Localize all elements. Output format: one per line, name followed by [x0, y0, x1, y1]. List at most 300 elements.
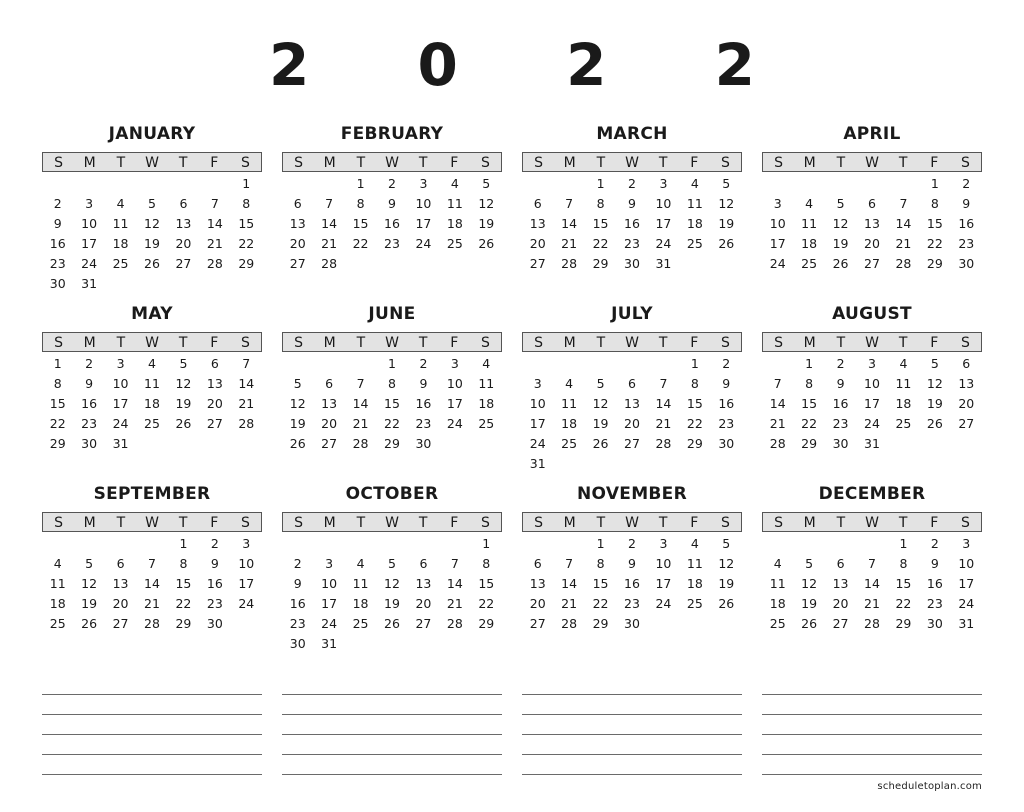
- day-cell: 24: [769, 256, 786, 271]
- day-cell: 16: [289, 596, 306, 611]
- day-cell: 19: [81, 596, 98, 611]
- day-cell: 12: [592, 396, 609, 411]
- month-may: [42, 302, 262, 454]
- day-cell: 10: [321, 576, 338, 591]
- weekday-label: S: [240, 335, 250, 351]
- day-cell: 30: [958, 256, 975, 271]
- day-blank: [825, 174, 856, 194]
- weekday-header: [42, 152, 262, 172]
- day-cell: 13: [624, 396, 640, 411]
- day-cell: 11: [769, 576, 786, 591]
- weekday-label: T: [418, 335, 428, 351]
- day-cell: 20: [289, 236, 306, 251]
- weekday-label: T: [356, 335, 366, 351]
- day-cell: 11: [686, 556, 703, 571]
- weekday-label: S: [534, 155, 544, 171]
- day-cell: 10: [958, 556, 975, 571]
- day-cell: 26: [175, 416, 192, 431]
- day-cell: 5: [179, 356, 188, 371]
- day-grid: [522, 174, 742, 274]
- day-cell: 9: [419, 376, 428, 391]
- day-cell: 16: [384, 216, 400, 231]
- day-cell: 1: [388, 356, 396, 371]
- day-cell: 13: [415, 576, 432, 591]
- day-cell: 21: [144, 596, 160, 611]
- weekday-label: W: [385, 515, 399, 531]
- weekday-label: S: [480, 515, 490, 531]
- weekday-header: [522, 512, 742, 532]
- day-cell: 12: [478, 196, 495, 211]
- day-cell: 3: [419, 176, 428, 191]
- day-cell: 13: [206, 376, 223, 391]
- day-cell: 3: [85, 196, 94, 211]
- day-cell: 20: [529, 596, 546, 611]
- day-cell: 17: [529, 416, 546, 431]
- day-cell: 8: [482, 556, 491, 571]
- day-cell: 31: [529, 456, 546, 471]
- month-name: NOVEMBER: [577, 484, 687, 504]
- weekday-label: F: [690, 155, 699, 171]
- day-cell: 17: [655, 216, 672, 231]
- day-cell: 15: [384, 396, 400, 411]
- weekday-header: [42, 512, 262, 532]
- day-cell: 27: [864, 256, 880, 271]
- note-line: [522, 754, 742, 755]
- weekday-label: F: [450, 155, 459, 171]
- day-cell: 8: [899, 556, 908, 571]
- day-cell: 11: [478, 376, 495, 391]
- notes-column: [42, 694, 262, 794]
- weekday-label: S: [960, 155, 970, 171]
- day-cell: 5: [805, 556, 814, 571]
- day-cell: 20: [112, 596, 129, 611]
- day-cell: 11: [801, 216, 818, 231]
- day-blank: [616, 354, 647, 374]
- month-name: JULY: [611, 304, 653, 324]
- day-cell: 25: [801, 256, 818, 271]
- day-cell: 21: [446, 596, 463, 611]
- day-cell: 20: [175, 236, 192, 251]
- day-cell: 26: [718, 236, 735, 251]
- month-july: [522, 302, 742, 474]
- weekday-label: M: [323, 335, 336, 351]
- day-grid: [762, 174, 982, 274]
- day-cell: 31: [655, 256, 672, 271]
- day-cell: 29: [49, 436, 66, 451]
- day-cell: 7: [450, 556, 459, 571]
- day-cell: 1: [596, 176, 605, 191]
- day-cell: 20: [832, 596, 849, 611]
- day-cell: 30: [206, 616, 223, 631]
- day-blank: [313, 534, 344, 554]
- day-cell: 17: [446, 396, 463, 411]
- note-line: [522, 694, 742, 695]
- day-cell: 1: [596, 536, 605, 551]
- note-line: [42, 694, 262, 695]
- day-cell: 19: [144, 236, 160, 251]
- day-cell: 12: [384, 576, 400, 591]
- month-name: FEBRUARY: [340, 124, 444, 144]
- day-cell: 15: [686, 396, 703, 411]
- month-name: MAY: [131, 304, 173, 324]
- day-cell: 15: [238, 216, 255, 231]
- day-cell: 5: [930, 356, 939, 371]
- weekday-label: S: [534, 335, 544, 351]
- note-line: [522, 714, 742, 715]
- day-cell: 16: [624, 216, 640, 231]
- day-cell: 1: [242, 176, 251, 191]
- day-blank: [345, 534, 376, 554]
- day-cell: 20: [529, 236, 546, 251]
- note-line: [522, 774, 742, 775]
- day-cell: 8: [596, 196, 605, 211]
- day-cell: 9: [930, 556, 939, 571]
- day-cell: 1: [53, 356, 62, 371]
- day-grid: [762, 534, 982, 634]
- day-cell: 21: [238, 396, 255, 411]
- weekday-label: T: [418, 515, 428, 531]
- day-cell: 3: [533, 376, 542, 391]
- day-cell: 27: [958, 416, 975, 431]
- day-blank: [313, 174, 344, 194]
- weekday-label: T: [898, 155, 908, 171]
- day-cell: 4: [690, 176, 699, 191]
- day-grid: [522, 354, 742, 474]
- day-cell: 25: [112, 256, 129, 271]
- day-cell: 5: [722, 536, 731, 551]
- day-cell: 14: [144, 576, 160, 591]
- day-cell: 25: [769, 616, 786, 631]
- weekday-label: S: [54, 335, 64, 351]
- day-cell: 15: [352, 216, 369, 231]
- day-cell: 12: [175, 376, 192, 391]
- day-cell: 8: [690, 376, 699, 391]
- day-cell: 21: [321, 236, 338, 251]
- weekday-label: W: [625, 335, 639, 351]
- weekday-label: T: [836, 515, 846, 531]
- day-cell: 12: [718, 556, 735, 571]
- day-cell: 29: [238, 256, 255, 271]
- day-cell: 1: [930, 176, 939, 191]
- day-cell: 23: [384, 236, 400, 251]
- day-cell: 28: [864, 616, 880, 631]
- month-january: [42, 122, 262, 294]
- day-blank: [282, 174, 313, 194]
- weekday-label: S: [960, 515, 970, 531]
- day-cell: 9: [388, 196, 396, 211]
- weekday-label: F: [210, 155, 219, 171]
- day-cell: 2: [419, 356, 428, 371]
- day-cell: 14: [446, 576, 463, 591]
- day-cell: 30: [718, 436, 735, 451]
- day-cell: 24: [112, 416, 129, 431]
- day-cell: 24: [321, 616, 338, 631]
- day-cell: 24: [415, 236, 432, 251]
- day-cell: 9: [293, 576, 302, 591]
- day-cell: 29: [686, 436, 703, 451]
- weekday-label: F: [210, 515, 219, 531]
- day-cell: 12: [832, 216, 849, 231]
- day-cell: 25: [49, 616, 66, 631]
- weekday-label: S: [240, 155, 250, 171]
- day-cell: 29: [801, 436, 818, 451]
- day-cell: 29: [592, 616, 609, 631]
- note-line: [42, 774, 262, 775]
- day-cell: 23: [206, 596, 223, 611]
- weekday-label: T: [418, 155, 428, 171]
- day-cell: 11: [446, 196, 463, 211]
- weekday-label: T: [898, 335, 908, 351]
- day-cell: 20: [415, 596, 432, 611]
- day-cell: 23: [832, 416, 849, 431]
- day-cell: 6: [533, 196, 542, 211]
- day-cell: 21: [655, 416, 672, 431]
- day-cell: 14: [352, 396, 369, 411]
- weekday-label: W: [145, 515, 159, 531]
- day-cell: 15: [895, 576, 912, 591]
- day-blank: [42, 534, 73, 554]
- day-blank: [585, 354, 616, 374]
- day-cell: 22: [384, 416, 400, 431]
- weekday-label: S: [534, 515, 544, 531]
- day-cell: 10: [415, 196, 432, 211]
- day-cell: 22: [238, 236, 255, 251]
- day-cell: 28: [655, 436, 672, 451]
- day-cell: 7: [773, 376, 782, 391]
- day-cell: 14: [206, 216, 223, 231]
- weekday-label: F: [690, 335, 699, 351]
- day-cell: 28: [895, 256, 912, 271]
- day-blank: [762, 354, 793, 374]
- day-cell: 10: [864, 376, 880, 391]
- day-cell: 13: [289, 216, 306, 231]
- month-march: [522, 122, 742, 274]
- day-blank: [105, 534, 136, 554]
- day-cell: 12: [144, 216, 160, 231]
- weekday-label: M: [83, 335, 96, 351]
- weekday-label: W: [865, 515, 879, 531]
- day-cell: 9: [628, 196, 636, 211]
- day-cell: 25: [446, 236, 463, 251]
- month-name: OCTOBER: [345, 484, 439, 504]
- day-blank: [376, 534, 407, 554]
- day-blank: [522, 174, 553, 194]
- weekday-label: W: [865, 335, 879, 351]
- day-cell: 18: [352, 596, 369, 611]
- weekday-label: T: [116, 155, 126, 171]
- day-cell: 25: [686, 596, 703, 611]
- weekday-label: S: [720, 335, 730, 351]
- note-line: [282, 774, 502, 775]
- day-cell: 23: [624, 236, 640, 251]
- day-cell: 11: [112, 216, 129, 231]
- note-line: [282, 734, 502, 735]
- day-cell: 18: [801, 236, 818, 251]
- day-cell: 19: [801, 596, 818, 611]
- day-cell: 6: [962, 356, 971, 371]
- day-cell: 19: [718, 216, 735, 231]
- month-name: JUNE: [368, 304, 416, 324]
- month-name: SEPTEMBER: [93, 484, 211, 504]
- day-cell: 14: [864, 576, 880, 591]
- day-cell: 19: [384, 596, 400, 611]
- day-cell: 29: [384, 436, 400, 451]
- day-cell: 5: [836, 196, 845, 211]
- weekday-label: S: [240, 515, 250, 531]
- day-cell: 2: [962, 176, 971, 191]
- weekday-label: F: [450, 335, 459, 351]
- weekday-header: [762, 152, 982, 172]
- day-cell: 14: [655, 396, 672, 411]
- month-name: DECEMBER: [818, 484, 926, 504]
- day-cell: 25: [895, 416, 912, 431]
- day-cell: 5: [722, 176, 731, 191]
- day-cell: 4: [116, 196, 125, 211]
- day-cell: 19: [175, 396, 192, 411]
- day-cell: 3: [450, 356, 459, 371]
- day-cell: 3: [659, 176, 668, 191]
- day-cell: 10: [446, 376, 463, 391]
- day-cell: 2: [836, 356, 845, 371]
- day-cell: 2: [210, 536, 219, 551]
- day-cell: 12: [81, 576, 98, 591]
- day-cell: 9: [53, 216, 62, 231]
- day-cell: 10: [655, 196, 672, 211]
- day-cell: 15: [926, 216, 943, 231]
- day-cell: 6: [868, 196, 876, 211]
- weekday-label: S: [54, 515, 64, 531]
- day-cell: 3: [659, 536, 668, 551]
- day-cell: 8: [930, 196, 939, 211]
- notes-column: [282, 694, 502, 794]
- day-cell: 19: [926, 396, 943, 411]
- note-line: [762, 774, 982, 775]
- day-cell: 3: [116, 356, 125, 371]
- day-cell: 16: [958, 216, 975, 231]
- day-cell: 14: [238, 376, 255, 391]
- day-cell: 8: [179, 556, 188, 571]
- day-cell: 18: [895, 396, 912, 411]
- day-cell: 20: [206, 396, 223, 411]
- day-cell: 8: [53, 376, 62, 391]
- weekday-label: M: [803, 515, 816, 531]
- day-cell: 6: [116, 556, 125, 571]
- day-cell: 15: [478, 576, 495, 591]
- weekday-label: S: [294, 335, 304, 351]
- day-cell: 18: [561, 416, 578, 431]
- day-cell: 12: [801, 576, 818, 591]
- day-cell: 22: [175, 596, 192, 611]
- day-cell: 27: [529, 256, 546, 271]
- weekday-header: [42, 332, 262, 352]
- day-cell: 16: [718, 396, 735, 411]
- day-cell: 27: [112, 616, 129, 631]
- weekday-label: M: [563, 335, 576, 351]
- day-cell: 4: [899, 356, 908, 371]
- day-cell: 7: [899, 196, 908, 211]
- weekday-header: [762, 332, 982, 352]
- day-cell: 20: [958, 396, 975, 411]
- note-line: [42, 754, 262, 755]
- note-line: [522, 734, 742, 735]
- day-cell: 7: [325, 196, 334, 211]
- day-grid: [42, 174, 262, 294]
- weekday-label: T: [658, 515, 668, 531]
- day-cell: 11: [352, 576, 369, 591]
- day-cell: 27: [529, 616, 546, 631]
- day-cell: 7: [659, 376, 668, 391]
- day-cell: 16: [415, 396, 432, 411]
- day-cell: 7: [565, 196, 574, 211]
- weekday-label: S: [720, 155, 730, 171]
- day-cell: 5: [482, 176, 491, 191]
- weekday-header: [282, 512, 502, 532]
- day-cell: 18: [478, 396, 495, 411]
- weekday-label: S: [294, 155, 304, 171]
- day-cell: 28: [769, 436, 786, 451]
- day-cell: 4: [356, 556, 365, 571]
- day-blank: [345, 354, 376, 374]
- day-cell: 7: [356, 376, 365, 391]
- day-cell: 9: [722, 376, 731, 391]
- note-line: [42, 734, 262, 735]
- day-cell: 6: [179, 196, 188, 211]
- day-cell: 23: [926, 596, 943, 611]
- weekday-label: M: [803, 155, 816, 171]
- day-cell: 3: [868, 356, 876, 371]
- day-cell: 28: [144, 616, 160, 631]
- day-cell: 10: [655, 556, 672, 571]
- day-cell: 23: [624, 596, 640, 611]
- day-cell: 17: [864, 396, 880, 411]
- day-cell: 20: [321, 416, 338, 431]
- month-april: [762, 122, 982, 274]
- day-cell: 13: [958, 376, 975, 391]
- weekday-label: T: [116, 515, 126, 531]
- day-cell: 31: [958, 616, 975, 631]
- weekday-label: W: [385, 155, 399, 171]
- day-cell: 8: [356, 196, 365, 211]
- day-cell: 5: [388, 556, 396, 571]
- day-cell: 27: [175, 256, 192, 271]
- day-cell: 10: [81, 216, 98, 231]
- day-cell: 18: [49, 596, 66, 611]
- day-cell: 24: [81, 256, 98, 271]
- day-cell: 14: [321, 216, 338, 231]
- day-cell: 26: [144, 256, 160, 271]
- day-cell: 30: [289, 636, 306, 651]
- day-cell: 26: [289, 436, 306, 451]
- month-name: AUGUST: [832, 304, 912, 324]
- day-cell: 18: [686, 216, 703, 231]
- month-june: [282, 302, 502, 454]
- month-september: [42, 482, 262, 634]
- day-cell: 21: [206, 236, 223, 251]
- day-cell: 24: [655, 236, 672, 251]
- day-grid: [762, 354, 982, 454]
- day-cell: 7: [148, 556, 156, 571]
- day-cell: 18: [446, 216, 463, 231]
- day-cell: 13: [832, 576, 849, 591]
- day-cell: 6: [533, 556, 542, 571]
- month-name: JANUARY: [108, 124, 196, 144]
- day-cell: 3: [962, 536, 971, 551]
- weekday-label: T: [596, 335, 606, 351]
- day-cell: 17: [112, 396, 129, 411]
- day-cell: 13: [529, 216, 546, 231]
- day-blank: [856, 534, 887, 554]
- day-cell: 26: [592, 436, 609, 451]
